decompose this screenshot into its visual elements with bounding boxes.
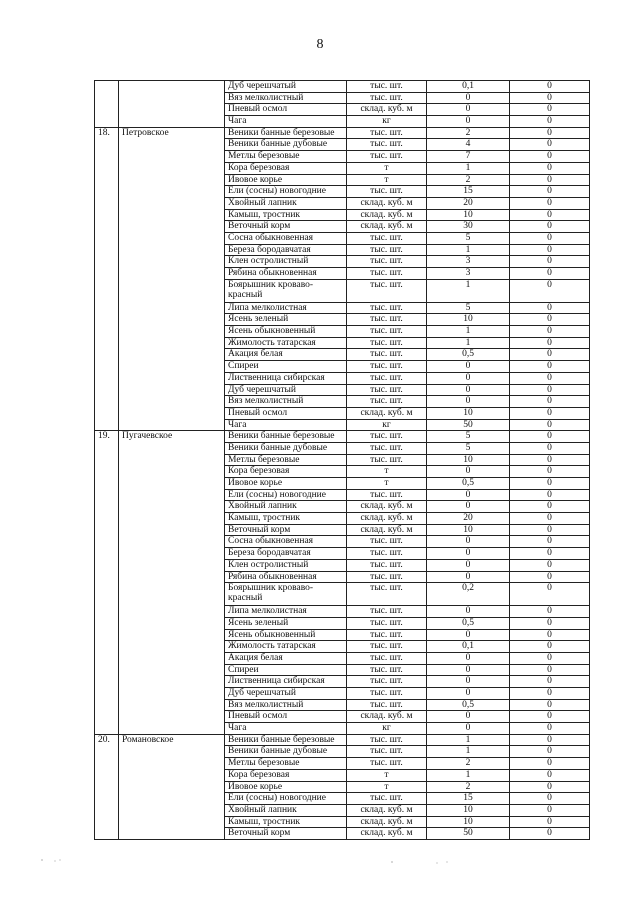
cell-resource-name: Лиственница сибирская [225,372,347,384]
cell-unit: склад. куб. м [347,524,427,536]
cell-volume-2: 0 [510,372,590,384]
table-row [95,81,590,93]
cell-unit: кг [347,116,427,128]
cell-volume-2: 0 [510,489,590,501]
cell-volume-2: 0 [510,664,590,676]
cell-volume-2: 0 [510,337,590,349]
cell-unit: тыс. шт. [347,758,427,770]
cell-volume-2: 0 [510,92,590,104]
cell-unit: тыс. шт. [347,688,427,700]
cell-volume: 5 [427,302,510,314]
cell-volume-2: 0 [510,419,590,431]
cell-unit: склад. куб. м [347,104,427,116]
cell-volume: 3 [427,268,510,280]
cell-resource-name: Ивовое корье [225,174,347,186]
cell-volume: 20 [427,513,510,525]
cell-unit: тыс. шт. [347,431,427,443]
cell-resource-name: Веники банные березовые [225,734,347,746]
cell-resource-name: Дуб черешчатый [225,81,347,93]
cell-volume: 1 [427,746,510,758]
cell-volume: 2 [427,174,510,186]
cell-volume: 0,2 [427,583,510,606]
cell-volume: 10 [427,804,510,816]
cell-volume-2: 0 [510,407,590,419]
page-number: 8 [316,37,324,52]
cell-district [119,81,225,128]
cell-resource-name: Камыш, тростник [225,209,347,221]
cell-resource-name: Спиреи [225,664,347,676]
cell-unit: тыс. шт. [347,302,427,314]
cell-unit: тыс. шт. [347,337,427,349]
cell-volume: 10 [427,407,510,419]
cell-volume-2: 0 [510,116,590,128]
cell-volume-2: 0 [510,302,590,314]
cell-volume: 0,5 [427,478,510,490]
cell-unit: тыс. шт. [347,268,427,280]
cell-resource-name: Веточный корм [225,524,347,536]
cell-unit: склад. куб. м [347,501,427,513]
cell-volume: 15 [427,186,510,198]
cell-volume-2: 0 [510,828,590,840]
cell-unit: тыс. шт. [347,396,427,408]
cell-volume-2: 0 [510,513,590,525]
cell-resource-name: Веники банные березовые [225,431,347,443]
cell-resource-name: Береза бородавчатая [225,244,347,256]
cell-volume: 10 [427,454,510,466]
cell-volume: 1 [427,162,510,174]
cell-volume: 10 [427,314,510,326]
cell-resource-name: Веники банные дубовые [225,746,347,758]
cell-volume: 1 [427,326,510,338]
scan-specks [0,858,640,868]
cell-unit: тыс. шт. [347,617,427,629]
cell-volume: 20 [427,197,510,209]
cell-volume: 1 [427,279,510,302]
cell-unit: кг [347,723,427,735]
cell-unit: тыс. шт. [347,349,427,361]
cell-volume-2: 0 [510,197,590,209]
cell-resource-name: Метлы березовые [225,151,347,163]
cell-unit: склад. куб. м [347,816,427,828]
cell-unit: тыс. шт. [347,664,427,676]
cell-volume: 0 [427,466,510,478]
cell-resource-name: Клен остролистный [225,256,347,268]
cell-resource-name: Веточный корм [225,828,347,840]
cell-unit: тыс. шт. [347,734,427,746]
cell-resource-name: Чага [225,116,347,128]
cell-resource-name: Ясень обыкновенный [225,629,347,641]
cell-resource-name: Кора березовая [225,769,347,781]
cell-volume-2: 0 [510,221,590,233]
cell-volume-2: 0 [510,431,590,443]
cell-unit: склад. куб. м [347,828,427,840]
cell-resource-name: Ясень обыкновенный [225,326,347,338]
cell-volume-2: 0 [510,396,590,408]
cell-resource-name: Липа мелколистная [225,302,347,314]
cell-resource-name: Ивовое корье [225,478,347,490]
cell-volume: 0 [427,723,510,735]
cell-volume: 10 [427,209,510,221]
cell-volume-2: 0 [510,676,590,688]
cell-volume-2: 0 [510,524,590,536]
cell-unit: тыс. шт. [347,151,427,163]
cell-resource-name: Метлы березовые [225,758,347,770]
cell-volume-2: 0 [510,454,590,466]
cell-unit: тыс. шт. [347,139,427,151]
cell-resource-name: Веточный корм [225,221,347,233]
cell-unit: тыс. шт. [347,454,427,466]
cell-volume: 0 [427,501,510,513]
cell-resource-name: Сосна обыкновенная [225,536,347,548]
cell-volume: 0,5 [427,349,510,361]
cell-volume-2: 0 [510,734,590,746]
cell-resource-name: Клен остролистный [225,559,347,571]
cell-volume: 0 [427,372,510,384]
cell-unit: тыс. шт. [347,793,427,805]
cell-unit: тыс. шт. [347,372,427,384]
cell-resource-name: Лиственница сибирская [225,676,347,688]
cell-resource-name: Кора березовая [225,162,347,174]
cell-district: Петровское [119,127,225,431]
cell-volume-2: 0 [510,139,590,151]
cell-resource-name: Акация белая [225,349,347,361]
cell-volume: 0 [427,664,510,676]
cell-resource-name: Жимолость татарская [225,337,347,349]
cell-volume: 0 [427,559,510,571]
cell-resource-name: Камыш, тростник [225,816,347,828]
cell-resource-name: Спиреи [225,361,347,373]
cell-number: 18. [95,127,119,431]
cell-unit: тыс. шт. [347,746,427,758]
cell-number: 20. [95,734,119,839]
cell-unit: тыс. шт. [347,583,427,606]
cell-unit: тыс. шт. [347,256,427,268]
cell-volume-2: 0 [510,186,590,198]
cell-number: 19. [95,431,119,735]
cell-volume-2: 0 [510,688,590,700]
cell-unit: тыс. шт. [347,326,427,338]
cell-unit: склад. куб. м [347,197,427,209]
cell-resource-name: Сосна обыкновенная [225,232,347,244]
cell-volume: 0 [427,536,510,548]
cell-volume-2: 0 [510,652,590,664]
cell-unit: тыс. шт. [347,606,427,618]
cell-volume-2: 0 [510,384,590,396]
cell-resource-name: Хвойный лапник [225,501,347,513]
cell-volume: 0 [427,92,510,104]
cell-volume: 0 [427,676,510,688]
cell-volume: 3 [427,256,510,268]
cell-resource-name: Ясень зеленый [225,314,347,326]
cell-volume-2: 0 [510,559,590,571]
cell-volume-2: 0 [510,104,590,116]
cell-volume: 10 [427,816,510,828]
cell-volume: 5 [427,232,510,244]
cell-volume: 1 [427,244,510,256]
cell-volume-2: 0 [510,361,590,373]
cell-volume-2: 0 [510,617,590,629]
cell-resource-name: Вяз мелколистный [225,92,347,104]
cell-volume-2: 0 [510,279,590,302]
cell-resource-name: Чага [225,419,347,431]
cell-resource-name: Веники банные березовые [225,127,347,139]
cell-resource-name: Рябина обыкновенная [225,571,347,583]
cell-volume-2: 0 [510,478,590,490]
cell-volume-2: 0 [510,81,590,93]
cell-volume: 4 [427,139,510,151]
cell-volume-2: 0 [510,127,590,139]
cell-unit: т [347,174,427,186]
cell-unit: тыс. шт. [347,559,427,571]
cell-unit: кг [347,419,427,431]
cell-volume: 0 [427,606,510,618]
cell-unit: т [347,466,427,478]
cell-unit: т [347,781,427,793]
cell-volume-2: 0 [510,349,590,361]
cell-volume-2: 0 [510,641,590,653]
cell-volume: 0 [427,489,510,501]
cell-volume-2: 0 [510,816,590,828]
cell-unit: склад. куб. м [347,804,427,816]
cell-unit: тыс. шт. [347,92,427,104]
cell-unit: тыс. шт. [347,629,427,641]
cell-unit: тыс. шт. [347,127,427,139]
cell-volume: 0 [427,396,510,408]
cell-resource-name: Акация белая [225,652,347,664]
cell-unit: склад. куб. м [347,221,427,233]
cell-resource-name: Вяз мелколистный [225,396,347,408]
cell-resource-name: Ивовое корье [225,781,347,793]
cell-resource-name: Ели (сосны) новогодние [225,186,347,198]
cell-resource-name: Дуб черешчатый [225,384,347,396]
cell-volume: 7 [427,151,510,163]
cell-resource-name: Береза бородавчатая [225,548,347,560]
cell-unit: тыс. шт. [347,384,427,396]
cell-resource-name: Хвойный лапник [225,197,347,209]
cell-unit: тыс. шт. [347,442,427,454]
cell-resource-name: Чага [225,723,347,735]
cell-volume: 0 [427,548,510,560]
cell-volume-2: 0 [510,256,590,268]
cell-resource-name: Кора березовая [225,466,347,478]
cell-unit: склад. куб. м [347,513,427,525]
cell-unit: т [347,162,427,174]
cell-volume: 30 [427,221,510,233]
table-body [95,81,590,840]
cell-volume: 0 [427,116,510,128]
cell-unit: тыс. шт. [347,81,427,93]
cell-volume-2: 0 [510,746,590,758]
cell-unit: т [347,478,427,490]
cell-resource-name: Липа мелколистная [225,606,347,618]
cell-resource-name: Вяз мелколистный [225,699,347,711]
cell-volume-2: 0 [510,769,590,781]
table-row [95,127,590,139]
cell-volume: 0 [427,361,510,373]
cell-resource-name: Хвойный лапник [225,804,347,816]
cell-district: Пугачевское [119,431,225,735]
cell-volume: 0 [427,711,510,723]
cell-volume: 0 [427,652,510,664]
cell-resource-name: Метлы березовые [225,454,347,466]
cell-volume-2: 0 [510,723,590,735]
cell-resource-name: Ели (сосны) новогодние [225,489,347,501]
table-row [95,431,590,443]
cell-unit: тыс. шт. [347,536,427,548]
cell-unit: тыс. шт. [347,652,427,664]
cell-unit: тыс. шт. [347,489,427,501]
cell-volume: 5 [427,431,510,443]
cell-volume: 10 [427,524,510,536]
cell-volume-2: 0 [510,501,590,513]
cell-unit: тыс. шт. [347,279,427,302]
cell-resource-name: Веники банные дубовые [225,442,347,454]
cell-volume-2: 0 [510,232,590,244]
cell-unit: тыс. шт. [347,232,427,244]
cell-volume: 1 [427,734,510,746]
cell-volume-2: 0 [510,244,590,256]
cell-resource-name: Боярышник кроваво-красный [225,279,347,302]
cell-volume-2: 0 [510,162,590,174]
cell-unit: тыс. шт. [347,699,427,711]
cell-volume: 0 [427,688,510,700]
cell-volume: 0 [427,629,510,641]
cell-volume: 15 [427,793,510,805]
cell-volume: 0,1 [427,81,510,93]
table-row [95,734,590,746]
cell-resource-name: Пневый осмол [225,711,347,723]
cell-volume: 50 [427,419,510,431]
cell-volume-2: 0 [510,442,590,454]
cell-volume: 0,1 [427,641,510,653]
cell-volume-2: 0 [510,326,590,338]
cell-unit: тыс. шт. [347,676,427,688]
cell-unit: тыс. шт. [347,314,427,326]
cell-district: Романовское [119,734,225,839]
cell-volume-2: 0 [510,606,590,618]
cell-volume: 1 [427,337,510,349]
cell-resource-name: Камыш, тростник [225,513,347,525]
cell-resource-name: Ели (сосны) новогодние [225,793,347,805]
cell-volume-2: 0 [510,151,590,163]
cell-unit: склад. куб. м [347,711,427,723]
cell-resource-name: Боярышник кроваво-красный [225,583,347,606]
cell-volume: 0 [427,384,510,396]
cell-resource-name: Пневый осмол [225,104,347,116]
cell-volume-2: 0 [510,711,590,723]
cell-resource-name: Пневый осмол [225,407,347,419]
cell-unit: тыс. шт. [347,641,427,653]
cell-resource-name: Рябина обыкновенная [225,268,347,280]
cell-number [95,81,119,128]
cell-volume: 0 [427,571,510,583]
cell-resource-name: Ясень зеленый [225,617,347,629]
cell-volume: 50 [427,828,510,840]
cell-unit: склад. куб. м [347,209,427,221]
cell-unit: тыс. шт. [347,244,427,256]
cell-resource-name: Дуб черешчатый [225,688,347,700]
cell-unit: склад. куб. м [347,407,427,419]
cell-volume-2: 0 [510,781,590,793]
cell-volume-2: 0 [510,268,590,280]
cell-volume: 0,5 [427,699,510,711]
cell-volume-2: 0 [510,758,590,770]
cell-unit: тыс. шт. [347,548,427,560]
cell-volume-2: 0 [510,793,590,805]
cell-unit: т [347,769,427,781]
cell-volume-2: 0 [510,629,590,641]
resource-table [94,80,590,840]
cell-volume-2: 0 [510,174,590,186]
cell-volume-2: 0 [510,536,590,548]
cell-unit: тыс. шт. [347,571,427,583]
cell-volume: 0,5 [427,617,510,629]
cell-volume: 2 [427,758,510,770]
cell-volume-2: 0 [510,804,590,816]
cell-volume: 0 [427,104,510,116]
cell-volume-2: 0 [510,466,590,478]
cell-volume: 2 [427,127,510,139]
cell-volume-2: 0 [510,583,590,606]
cell-volume-2: 0 [510,699,590,711]
cell-resource-name: Веники банные дубовые [225,139,347,151]
cell-volume-2: 0 [510,548,590,560]
cell-volume: 2 [427,781,510,793]
cell-volume: 1 [427,769,510,781]
cell-resource-name: Жимолость татарская [225,641,347,653]
cell-volume-2: 0 [510,314,590,326]
cell-unit: тыс. шт. [347,361,427,373]
cell-volume: 5 [427,442,510,454]
cell-unit: тыс. шт. [347,186,427,198]
cell-volume-2: 0 [510,209,590,221]
cell-volume-2: 0 [510,571,590,583]
